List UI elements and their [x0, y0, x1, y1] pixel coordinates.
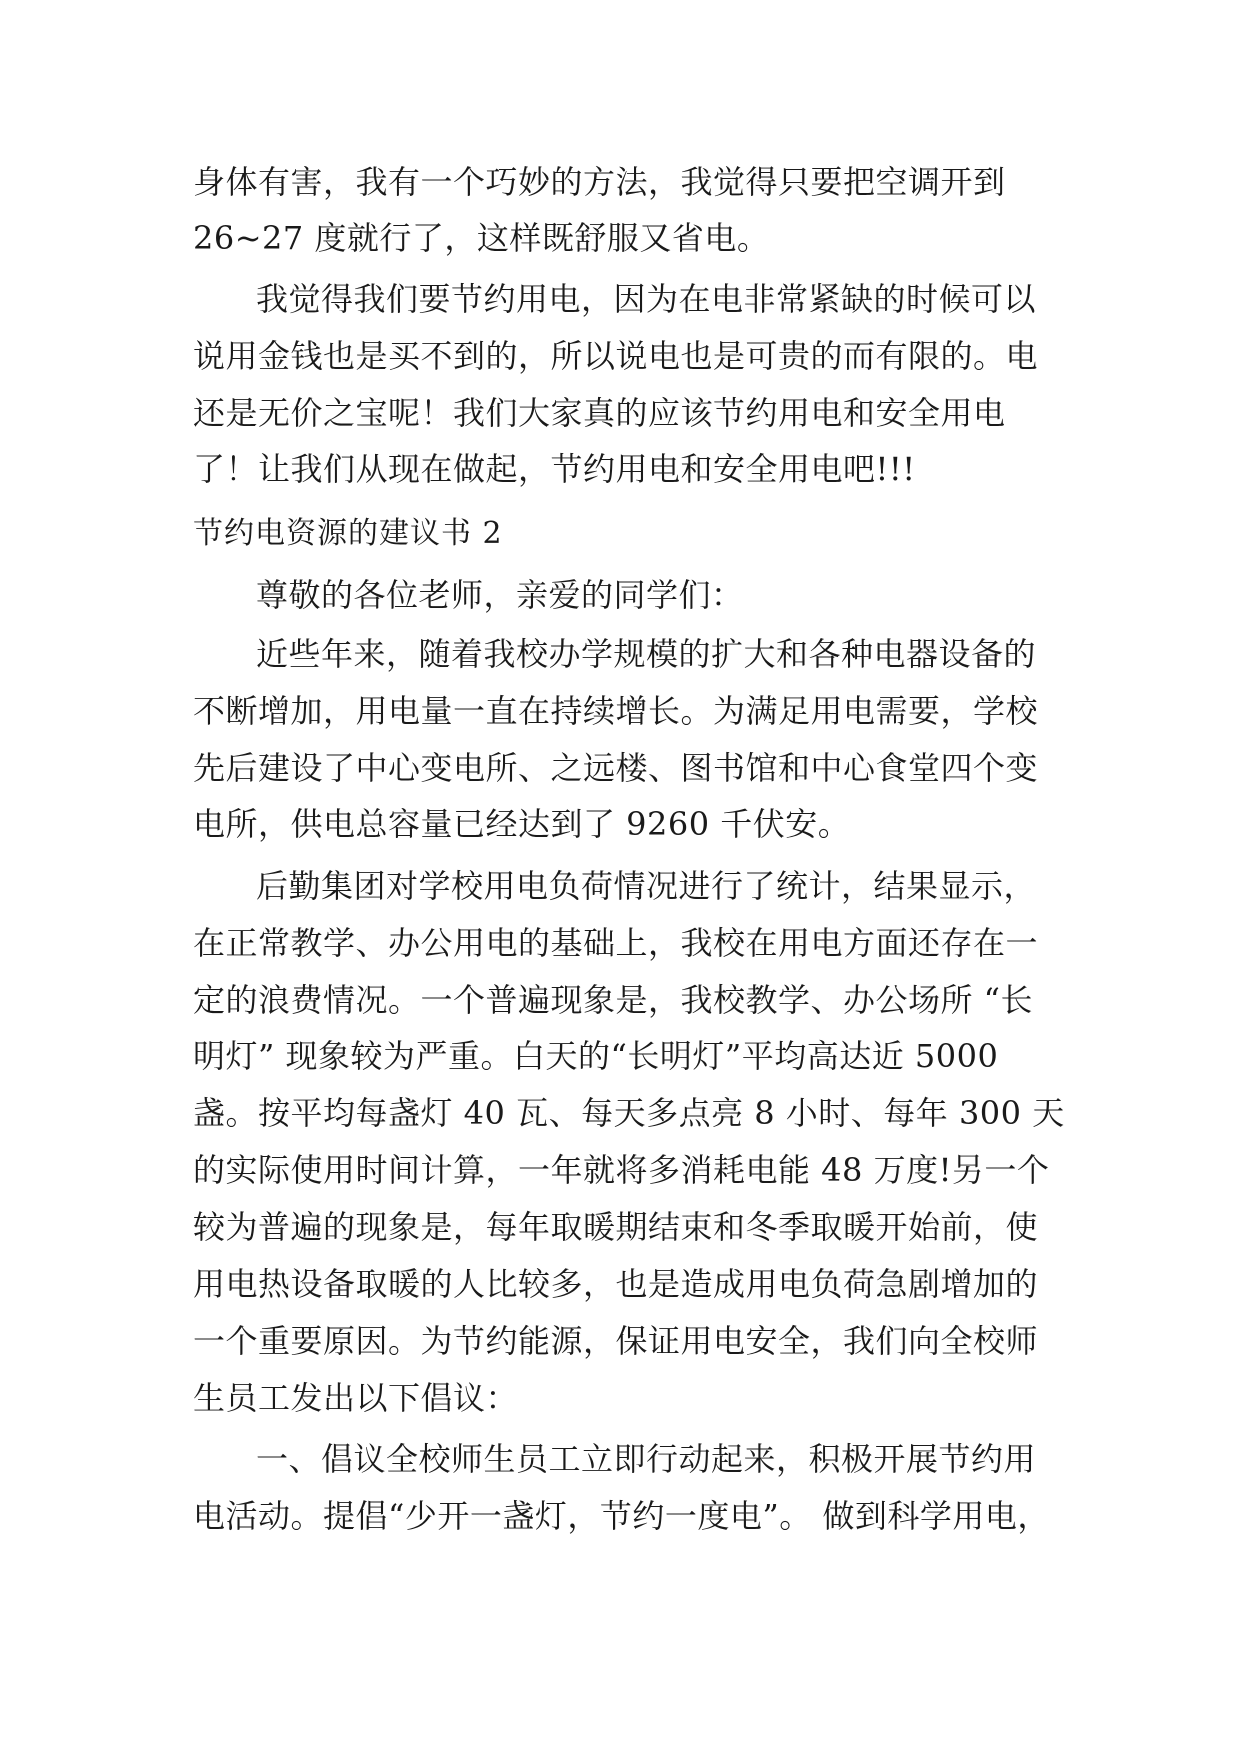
text-line: 在正常教学、办公用电的基础上，我校在用电方面还存在一: [193, 924, 1039, 962]
section-heading: 节约电资源的建议书 2: [193, 516, 503, 551]
text-line: 定的浪费情况。一个普遍现象是，我校教学、办公场所 “长: [193, 981, 1034, 1019]
text-line: 26~27 度就行了，这样既舒服又省电。: [193, 219, 770, 257]
text-line: 生员工发出以下倡议：: [193, 1379, 519, 1417]
salutation: 尊敬的各位老师，亲爱的同学们：: [256, 576, 744, 614]
text-line: 一个重要原因。为节约能源，保证用电安全，我们向全校师: [193, 1322, 1039, 1360]
text-line: 电活动。提倡“少开一盏灯，节约一度电”。 做到科学用电，: [193, 1497, 1050, 1535]
text-line: 先后建设了中心变电所、之远楼、图书馆和中心食堂四个变: [193, 749, 1039, 787]
paragraph-start: 一、倡议全校师生员工立即行动起来，积极开展节约用: [256, 1440, 1037, 1478]
paragraph-start: 我觉得我们要节约用电，因为在电非常紧缺的时候可以: [256, 280, 1037, 318]
text-line: 了！让我们从现在做起，节约用电和安全用电吧!!!: [193, 450, 916, 488]
paragraph-start: 后勤集团对学校用电负荷情况进行了统计，结果显示，: [256, 867, 1037, 905]
text-line: 较为普遍的现象是，每年取暖期结束和冬季取暖开始前，使: [193, 1208, 1039, 1246]
paragraph-start: 近些年来，随着我校办学规模的扩大和各种电器设备的: [256, 635, 1037, 673]
text-line: 说用金钱也是买不到的，所以说电也是可贵的而有限的。电: [193, 337, 1039, 375]
text-line: 的实际使用时间计算，一年就将多消耗电能 48 万度!另一个: [193, 1151, 1050, 1189]
text-line: 用电热设备取暖的人比较多，也是造成用电负荷急剧增加的: [193, 1265, 1039, 1303]
text-line: 不断增加，用电量一直在持续增长。为满足用电需要，学校: [193, 692, 1039, 730]
text-line: 电所，供电总容量已经达到了 9260 千伏安。: [193, 805, 851, 843]
text-line: 还是无价之宝呢！我们大家真的应该节约用电和安全用电: [193, 394, 1006, 432]
text-line: 身体有害，我有一个巧妙的方法，我觉得只要把空调开到: [193, 163, 1006, 201]
text-line: 盏。按平均每盏灯 40 瓦、每天多点亮 8 小时、每年 300 天: [193, 1094, 1065, 1132]
text-line: 明灯” 现象较为严重。白天的“长明灯”平均高达近 5000: [193, 1037, 999, 1075]
